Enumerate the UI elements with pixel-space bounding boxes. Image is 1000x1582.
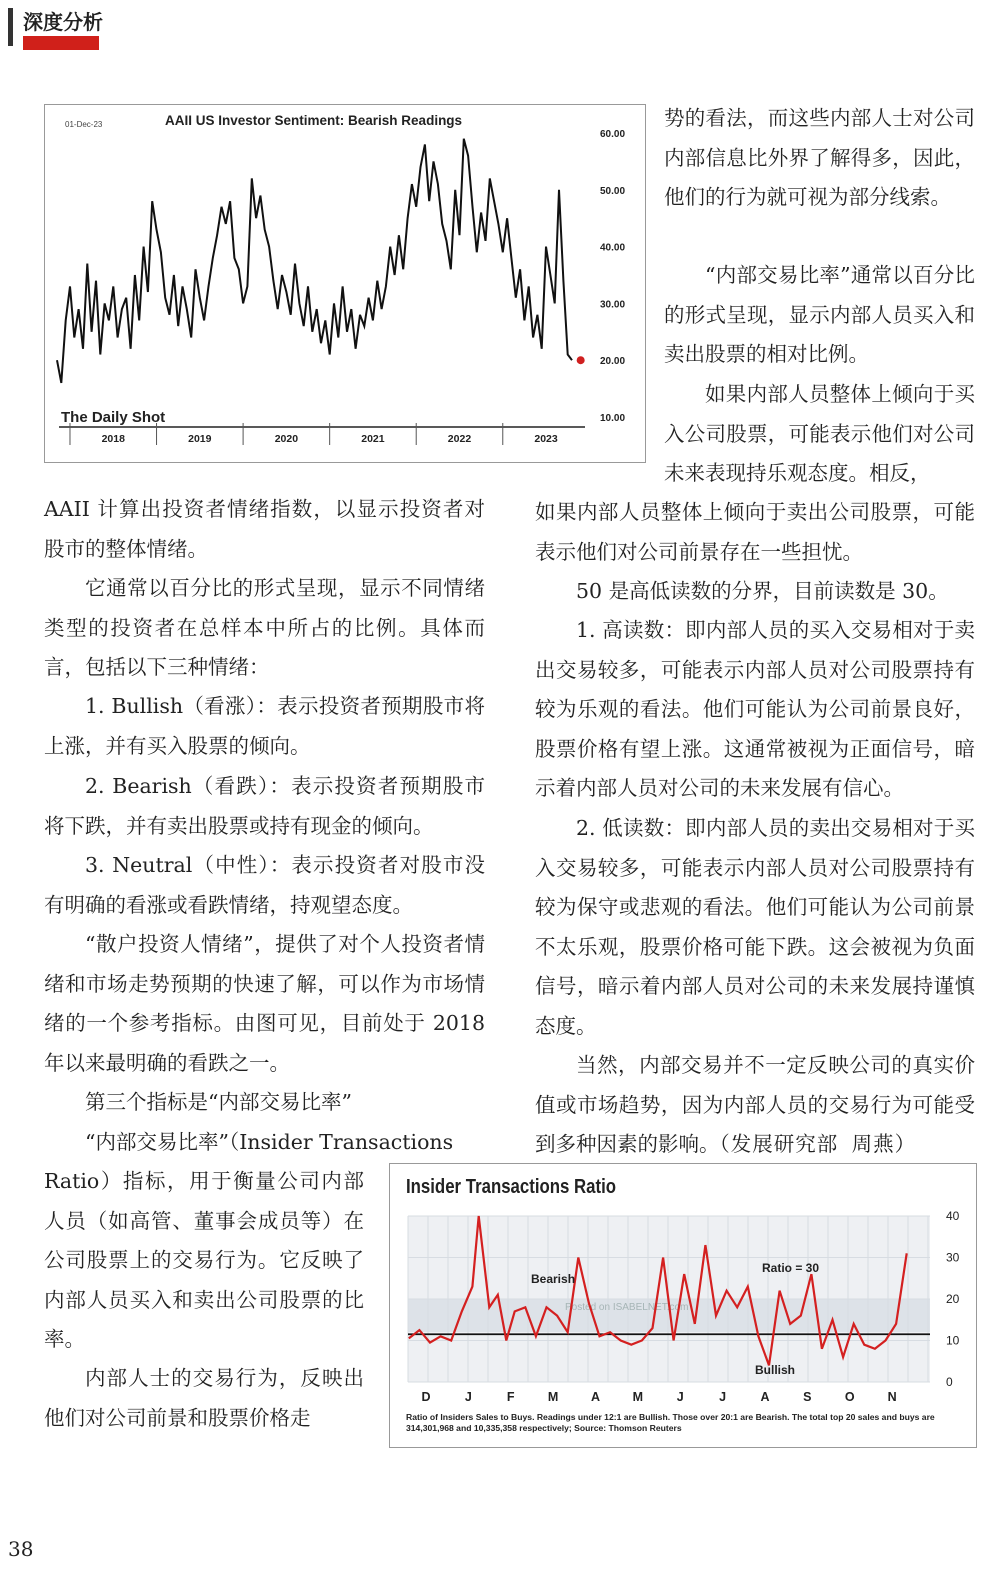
y-tick-label: 30 — [946, 1250, 960, 1265]
x-tick-label: J — [676, 1390, 684, 1404]
left-paragraph-2: 它通常以百分比的形式呈现，显示不同情绪类型的投资者在总样本中所占的比例。具体而言，包括以下三种情绪： — [44, 576, 485, 679]
watermark: Posted on ISABELNET.com — [565, 1302, 689, 1313]
left-paragraph-1: AAII 计算出投资者情绪指数，以显示投资者对股市的整体情绪。 — [44, 497, 485, 561]
left-paragraph-3: 1. Bullish（看涨）：表示投资者预期股市将上涨，并有买入股票的倾向。 — [44, 694, 485, 758]
x-tick-label: F — [506, 1390, 515, 1404]
chart-caption: Ratio of Insiders Sales to Buys. Readings under 12:1 are Bullish. Those over 20:1 are Bearish. The total top 20 sales and buys are 314,301,968 and 10,335,358 respectively; Source: Thomson Reuters — [406, 1412, 935, 1433]
right-top-paragraph-2: “内部交易比率”通常以百分比的形式呈现，显示内部人员买入和卖出股票的相对比例。 — [664, 263, 975, 366]
x-tick-label: 2019 — [188, 433, 212, 445]
right-paragraph-2: 50 是高低读数的分界，目前读数是 30。 — [576, 579, 949, 603]
left-paragraph-8-rest: Ratio）指标，用于衡量公司内部人员（如高管、董事会成员等）在公司股票上的交易行为。它反映了内部人员买入和卖出公司股票的比率。 — [44, 1169, 364, 1351]
right-paragraph-5: 当然，内部交易并不一定反映公司的真实价值或市场趋势，因为内部人员的交易行为可能受到多种因素的影响。（发展研究部 周燕） — [535, 1053, 975, 1156]
right-top-paragraph-1: 势的看法，而这些内部人士对公司内部信息比外界了解得多，因此，他们的行为就可视为部分线索。 — [664, 106, 975, 209]
x-tick-label: S — [803, 1390, 812, 1404]
right-paragraph-3: 1. 高读数：即内部人员的买入交易相对于卖出交易较多，可能表示内部人员对公司股票持有较为乐观的看法。他们可能认为公司前景良好，股票价格有望上涨。这通常被视为正面信号，暗示着内部人员对公司的未来发展有信心。 — [535, 618, 975, 800]
bearish-series-line — [57, 139, 572, 383]
right-top-paragraph-3: 如果内部人员整体上倾向于买入公司股票，可能表示他们对公司未来表现持乐观态度。相反， — [664, 382, 975, 485]
left-paragraph-8-line1: “内部交易比率”（Insider Transactions — [85, 1130, 454, 1154]
x-tick-label: 2018 — [101, 433, 125, 445]
left-paragraph-9: 内部人士的交易行为，反映出他们对公司前景和股票价格走 — [44, 1366, 364, 1430]
right-paragraph-1: 如果内部人员整体上倾向于卖出公司股票，可能表示他们对公司前景存在一些担忧。 — [535, 500, 975, 564]
y-tick-label: 20 — [946, 1292, 960, 1306]
x-tick-label: 2020 — [274, 433, 299, 445]
section-label: 深度分析 — [23, 10, 103, 34]
bearish-readings-figure — [44, 104, 646, 463]
y-tick-label: 60.00 — [600, 129, 626, 140]
x-tick-label: O — [844, 1390, 855, 1404]
latest-reading-marker — [577, 356, 585, 364]
y-tick-label: 20.00 — [600, 356, 626, 368]
ratio-annotation: Ratio = 30 — [762, 1261, 820, 1275]
x-tick-label: A — [760, 1390, 770, 1404]
left-paragraph-5: 3. Neutral（中性）：表示投资者对股市没有明确的看涨或看跌情绪，持观望态度。 — [44, 853, 485, 917]
bullish-zone-label: Bullish — [755, 1363, 796, 1377]
y-tick-label: 50.00 — [600, 185, 626, 197]
insider-ratio-figure — [389, 1163, 977, 1448]
y-tick-label: 10.00 — [600, 413, 626, 424]
bearish-zone-label: Bearish — [531, 1272, 576, 1286]
bearish-readings-chart — [45, 105, 645, 462]
section-underline — [23, 36, 99, 50]
left-paragraph-4: 2. Bearish（看跌）：表示投资者预期股市将下跌，并有卖出股票或持有现金的倾向。 — [44, 774, 485, 838]
author-signature: （发展研究部 周燕） — [719, 1132, 917, 1156]
x-tick-label: M — [632, 1390, 644, 1404]
chart-date-stamp: 01-Dec-23 — [65, 120, 103, 129]
y-tick-label: 40 — [946, 1209, 960, 1223]
insider-ratio-chart — [390, 1164, 976, 1447]
x-tick-label: 2022 — [447, 433, 472, 445]
x-tick-label: N — [887, 1390, 897, 1404]
y-tick-label: 30.00 — [600, 299, 626, 311]
left-paragraph-7: 第三个指标是“内部交易比率” — [85, 1090, 352, 1114]
x-tick-label: J — [464, 1390, 472, 1404]
x-tick-label: D — [421, 1390, 431, 1404]
chart-title: AAII US Investor Sentiment: Bearish Readings — [165, 113, 463, 128]
y-tick-label: 0 — [946, 1375, 953, 1389]
right-paragraph-4: 2. 低读数：即内部人员的卖出交易相对于买入交易较多，可能表示内部人员对公司股票持有较为保守或悲观的看法。他们可能认为公司前景不太乐观，股票价格可能下跌。这会被视为负面信号，暗示着内部人员对公司的未来发展持谨慎态度。 — [535, 816, 975, 1038]
page-number: 38 — [8, 1537, 34, 1561]
daily-shot-logo: The Daily Shot — [61, 409, 166, 426]
left-paragraph-6: “散户投资人情绪”，提供了对个人投资者情绪和市场走势预期的快速了解，可以作为市场情绪的一个参考指标。由图可见，目前处于 2018 年以来最明确的看跌之一。 — [44, 932, 485, 1075]
y-tick-label: 40.00 — [600, 242, 626, 254]
x-tick-label: 2023 — [534, 433, 558, 445]
x-tick-label: A — [590, 1390, 601, 1404]
section-bar — [8, 8, 13, 46]
y-tick-label: 10 — [946, 1333, 960, 1348]
bullish-zone — [408, 1332, 930, 1382]
x-tick-label: M — [547, 1390, 559, 1404]
x-tick-label: J — [719, 1390, 727, 1404]
chart-title: Insider Transactions Ratio — [406, 1176, 616, 1198]
x-tick-label: 2021 — [361, 433, 385, 445]
